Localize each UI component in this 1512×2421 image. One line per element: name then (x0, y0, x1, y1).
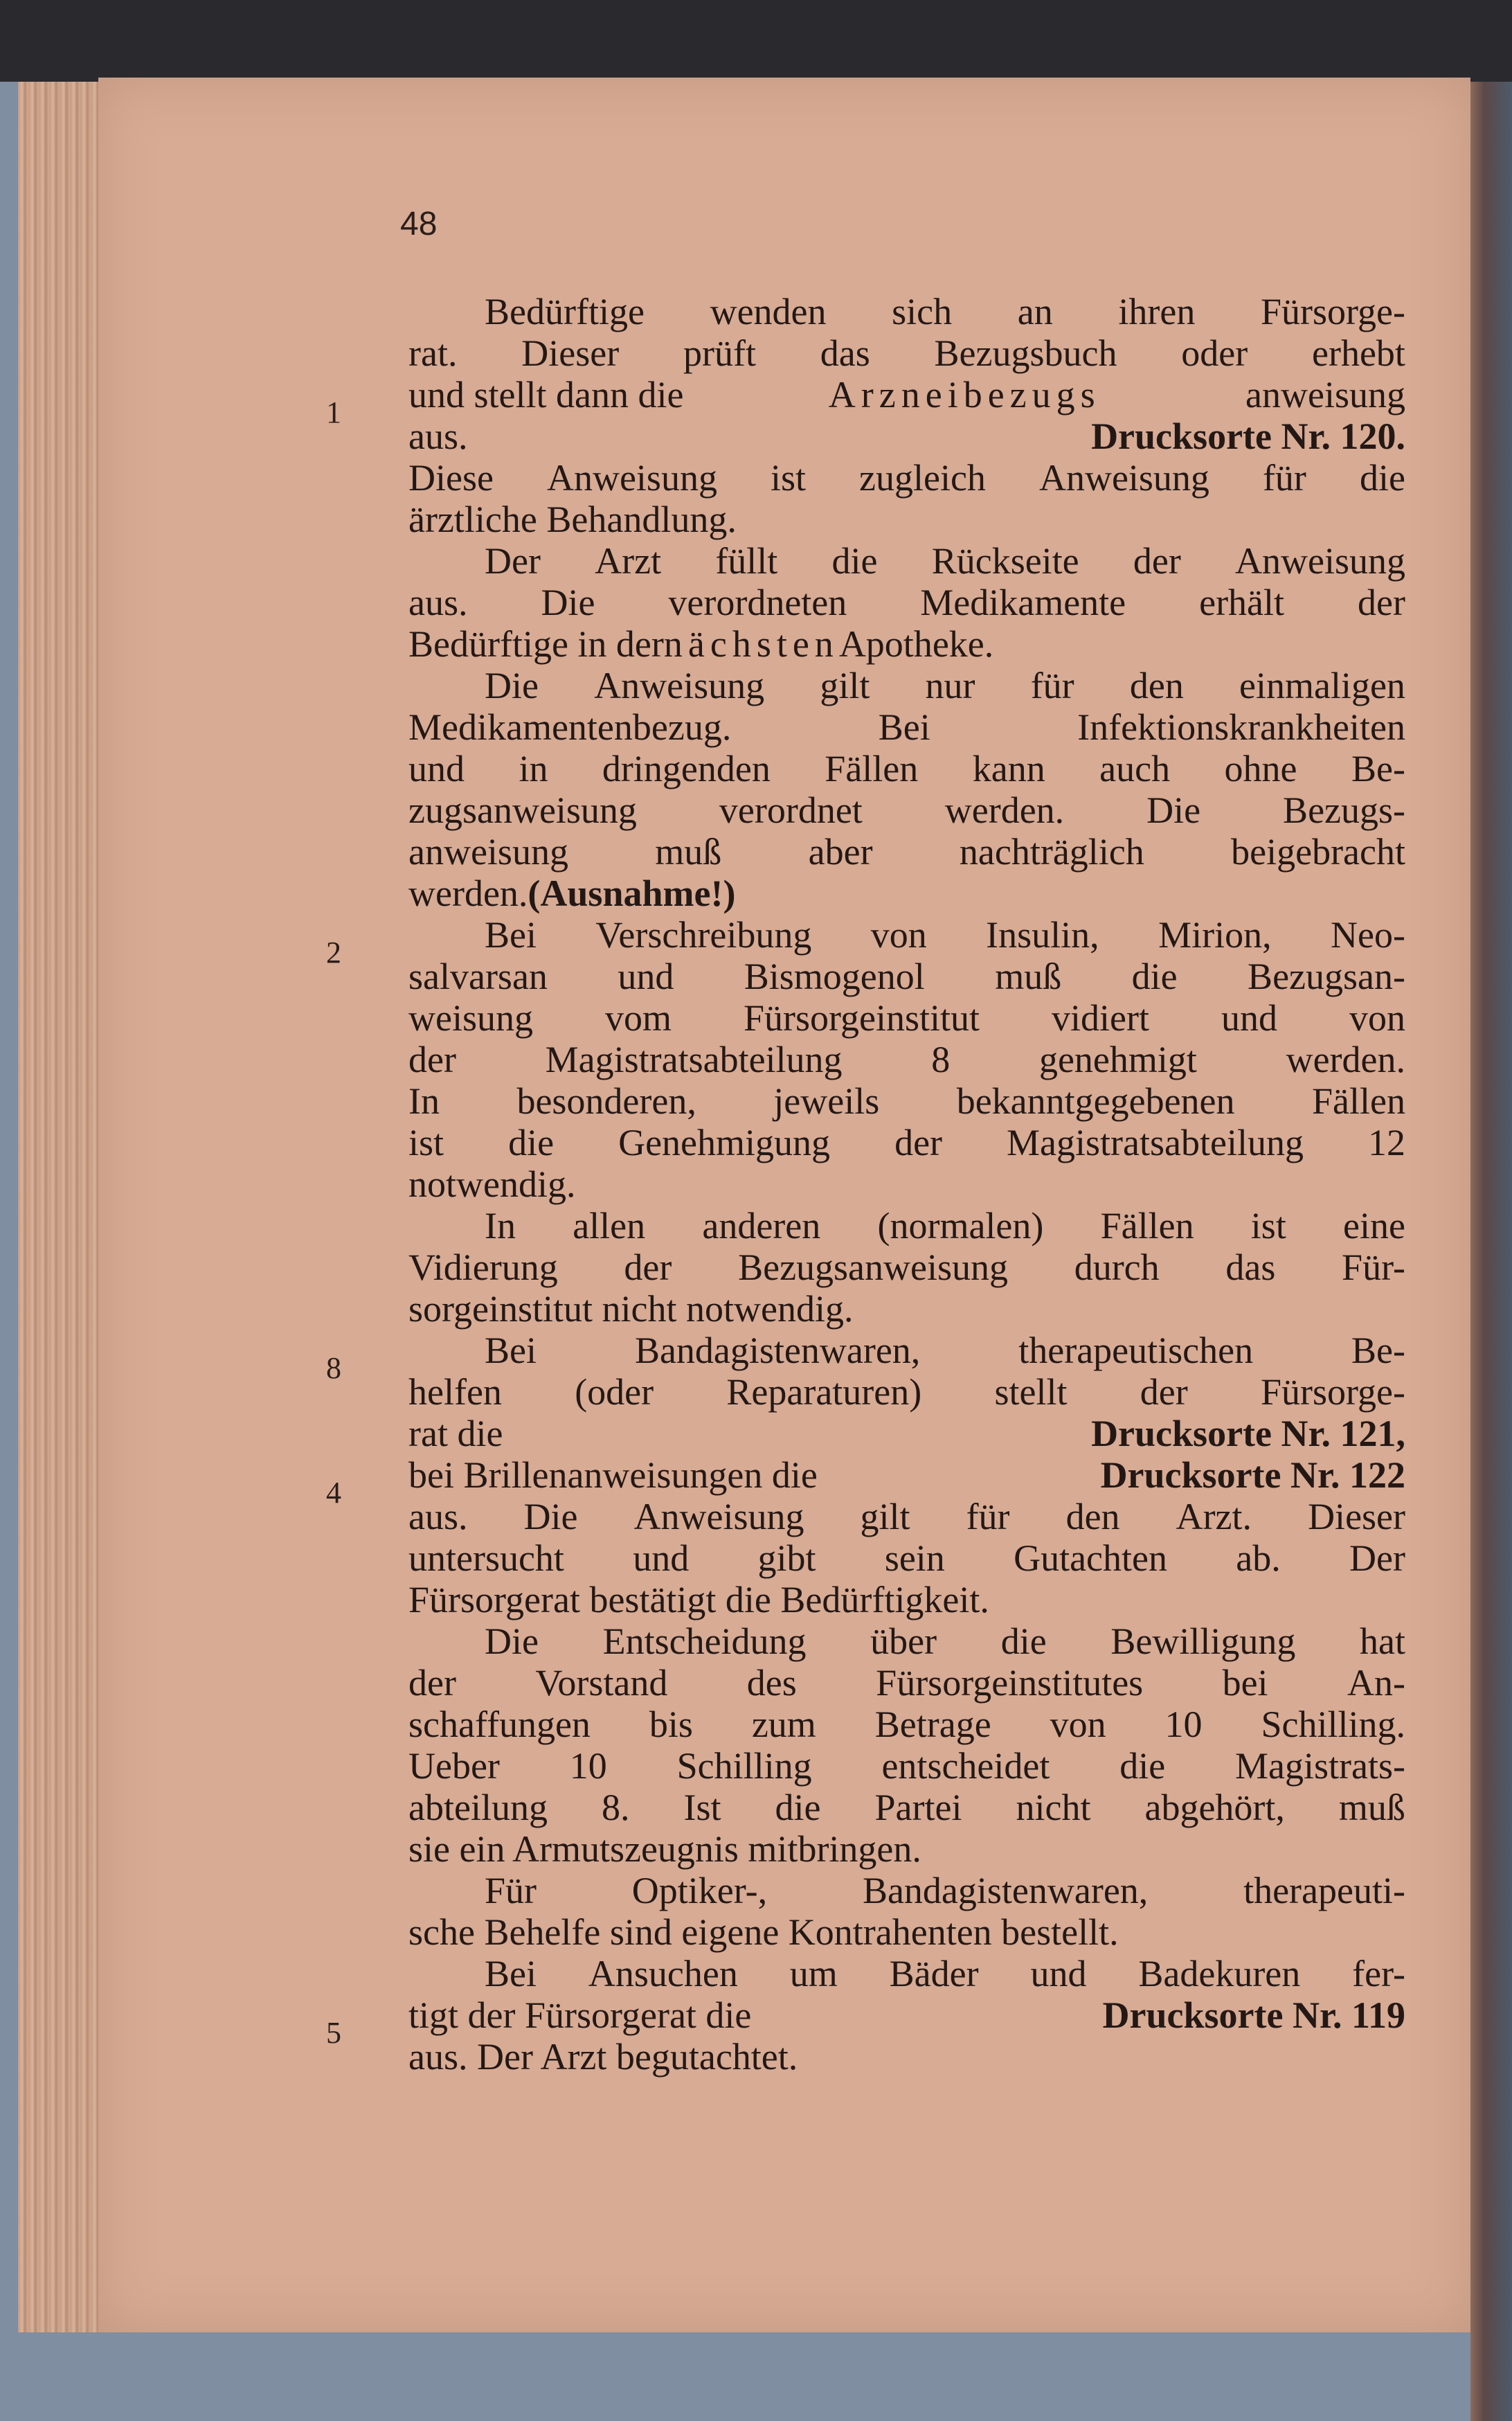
text-segment: Vidierung der Bezugsanweisung durch das Für- (408, 1247, 1405, 1288)
text-segment: Der Arzt füllt die Rückseite der Anweisung (485, 540, 1405, 582)
text-segment: aus. (408, 416, 468, 457)
text-segment: Bei Verschreibung von Insulin, Mirion, Neo- (485, 914, 1405, 956)
text-segment: Drucksorte Nr. 121, (1091, 1413, 1405, 1454)
text-line (408, 1288, 1405, 1330)
text-line (408, 1205, 1405, 1247)
text-segment: In allen anderen (normalen) Fällen ist eine (485, 1205, 1405, 1247)
text-segment: aus. Die verordneten Medikamente erhält der (408, 582, 1405, 623)
text-line (408, 1537, 1405, 1579)
text-line (408, 1828, 1405, 1870)
text-segment: Bei Bandagistenwaren, therapeutischen Be- (485, 1330, 1405, 1371)
margin-number-1: 1 (326, 395, 341, 429)
text-line (408, 706, 1405, 748)
text-line (408, 374, 1405, 416)
text-line (408, 1163, 1405, 1205)
text-segment: Bedürftige wenden sich an ihren Fürsorge- (485, 291, 1405, 332)
text-line (408, 1745, 1405, 1787)
margin-number-5: 5 (326, 2016, 341, 2050)
text-segment: notwendig. (408, 1163, 576, 1205)
text-line (408, 789, 1405, 831)
text-line (408, 1787, 1405, 1828)
text-line (408, 1620, 1405, 1662)
text-line (408, 1454, 1405, 1496)
text-segment: sorgeinstitut nicht notwendig. (408, 1288, 854, 1330)
text-line (408, 1953, 1405, 1994)
text-segment: helfen (oder Reparaturen) stellt der Fürsorge- (408, 1371, 1405, 1413)
text-line (408, 291, 1405, 332)
text-segment: und in dringenden Fällen kann auch ohne Be- (408, 748, 1405, 789)
text-segment: Fürsorgerat bestätigt die Bedürftigkeit. (408, 1579, 989, 1620)
text-segment: rat. Dieser prüft das Bezugsbuch oder erhebt (408, 332, 1405, 374)
text-line (408, 1330, 1405, 1371)
text-segment: Drucksorte Nr. 120. (1091, 416, 1405, 457)
text-segment: weisung vom Fürsorgeinstitut vidiert und von (408, 997, 1405, 1039)
text-segment: Diese Anweisung ist zugleich Anweisung für die (408, 457, 1405, 499)
text-line (408, 1039, 1405, 1080)
page-edges (18, 82, 98, 2332)
page-number: 48 (400, 206, 438, 242)
text-segment: untersucht und gibt sein Gutachten ab. Der (408, 1537, 1405, 1579)
text-line (408, 499, 1405, 540)
text-segment: Bedürftige in der (408, 623, 664, 665)
text-segment: Apotheke. (838, 623, 994, 665)
margin-number-2: 2 (326, 936, 341, 970)
text-line (408, 582, 1405, 623)
text-segment: In besonderen, jeweils bekanntgegebenen Fällen (408, 1080, 1405, 1122)
text-segment: nächsten (663, 623, 839, 665)
text-segment: Für Optiker-, Bandagistenwaren, therapeuti- (485, 1870, 1405, 1911)
text-segment: tigt der Fürsorgerat die (408, 1994, 752, 2036)
text-line (408, 623, 1405, 665)
background-left (0, 82, 18, 2421)
text-segment: Die Entscheidung über die Bewilligung hat (485, 1620, 1405, 1662)
background-top (0, 0, 1512, 82)
text-segment: ist die Genehmigung der Magistratsabteilung 12 (408, 1122, 1405, 1163)
text-line (408, 1662, 1405, 1704)
text-line (408, 1496, 1405, 1537)
text-line (408, 914, 1405, 956)
text-segment: ärztliche Behandlung. (408, 499, 737, 540)
text-segment: Die Anweisung gilt nur für den einmaligen (485, 665, 1405, 706)
text-line (408, 1413, 1405, 1454)
margin-number-4: 4 (326, 1476, 341, 1510)
text-line (408, 540, 1405, 582)
text-line (408, 2036, 1405, 2078)
text-line (408, 416, 1405, 457)
text-segment: bei Brillenanweisungen die (408, 1454, 818, 1496)
text-line (408, 332, 1405, 374)
text-line (408, 1122, 1405, 1163)
text-segment: sche Behelfe sind eigene Kontrahenten bestellt. (408, 1911, 1119, 1953)
text-line (408, 748, 1405, 789)
text-segment: sie ein Armutszeugnis mitbringen. (408, 1828, 921, 1870)
text-line (408, 997, 1405, 1039)
text-line (408, 457, 1405, 499)
text-segment: rat die (408, 1413, 503, 1454)
text-line (408, 1870, 1405, 1911)
text-segment: aus. Der Arzt begutachtet. (408, 2036, 798, 2078)
body-text (408, 291, 1405, 2078)
text-segment: Bei Ansuchen um Bäder und Badekuren fer- (485, 1953, 1405, 1994)
text-segment: Ueber 10 Schilling entscheidet die Magistrats- (408, 1745, 1405, 1787)
text-segment: werden. (408, 873, 528, 914)
margin-number-3: 8 (326, 1351, 341, 1385)
text-segment: zugsanweisung verordnet werden. Die Bezugs- (408, 789, 1405, 831)
text-segment: der Vorstand des Fürsorgeinstitutes bei An- (408, 1662, 1405, 1704)
text-segment: Drucksorte Nr. 122 (1100, 1454, 1405, 1496)
text-line (408, 1371, 1405, 1413)
text-line (408, 665, 1405, 706)
text-segment: Medikamentenbezug. Bei Infektionskrankheiten (408, 706, 1405, 748)
text-segment: der Magistratsabteilung 8 genehmigt werden. (408, 1039, 1405, 1080)
text-line (408, 1704, 1405, 1745)
text-segment: abteilung 8. Ist die Partei nicht abgehört, muß (408, 1787, 1405, 1828)
text-line (408, 1247, 1405, 1288)
book-cover-edge (1470, 82, 1512, 2421)
text-segment: anweisung muß aber nachträglich beigebracht (408, 831, 1405, 873)
text-segment: anweisung (1245, 374, 1405, 416)
background-bottom (18, 2332, 1470, 2421)
text-segment: salvarsan und Bismogenol muß die Bezugsan- (408, 956, 1405, 997)
text-line (408, 1911, 1405, 1953)
text-line (408, 831, 1405, 873)
text-line (408, 956, 1405, 997)
text-segment: und stellt dann die (408, 374, 684, 416)
text-line (408, 873, 1405, 914)
text-line (408, 1994, 1405, 2036)
text-segment: Drucksorte Nr. 119 (1102, 1994, 1405, 2036)
text-segment: (Ausnahme!) (528, 873, 736, 914)
text-segment: Arzneibezugs (828, 374, 1101, 416)
text-line (408, 1579, 1405, 1620)
text-line (408, 1080, 1405, 1122)
text-segment: aus. Die Anweisung gilt für den Arzt. Dieser (408, 1496, 1405, 1537)
text-segment: schaffungen bis zum Betrage von 10 Schilling. (408, 1704, 1405, 1745)
